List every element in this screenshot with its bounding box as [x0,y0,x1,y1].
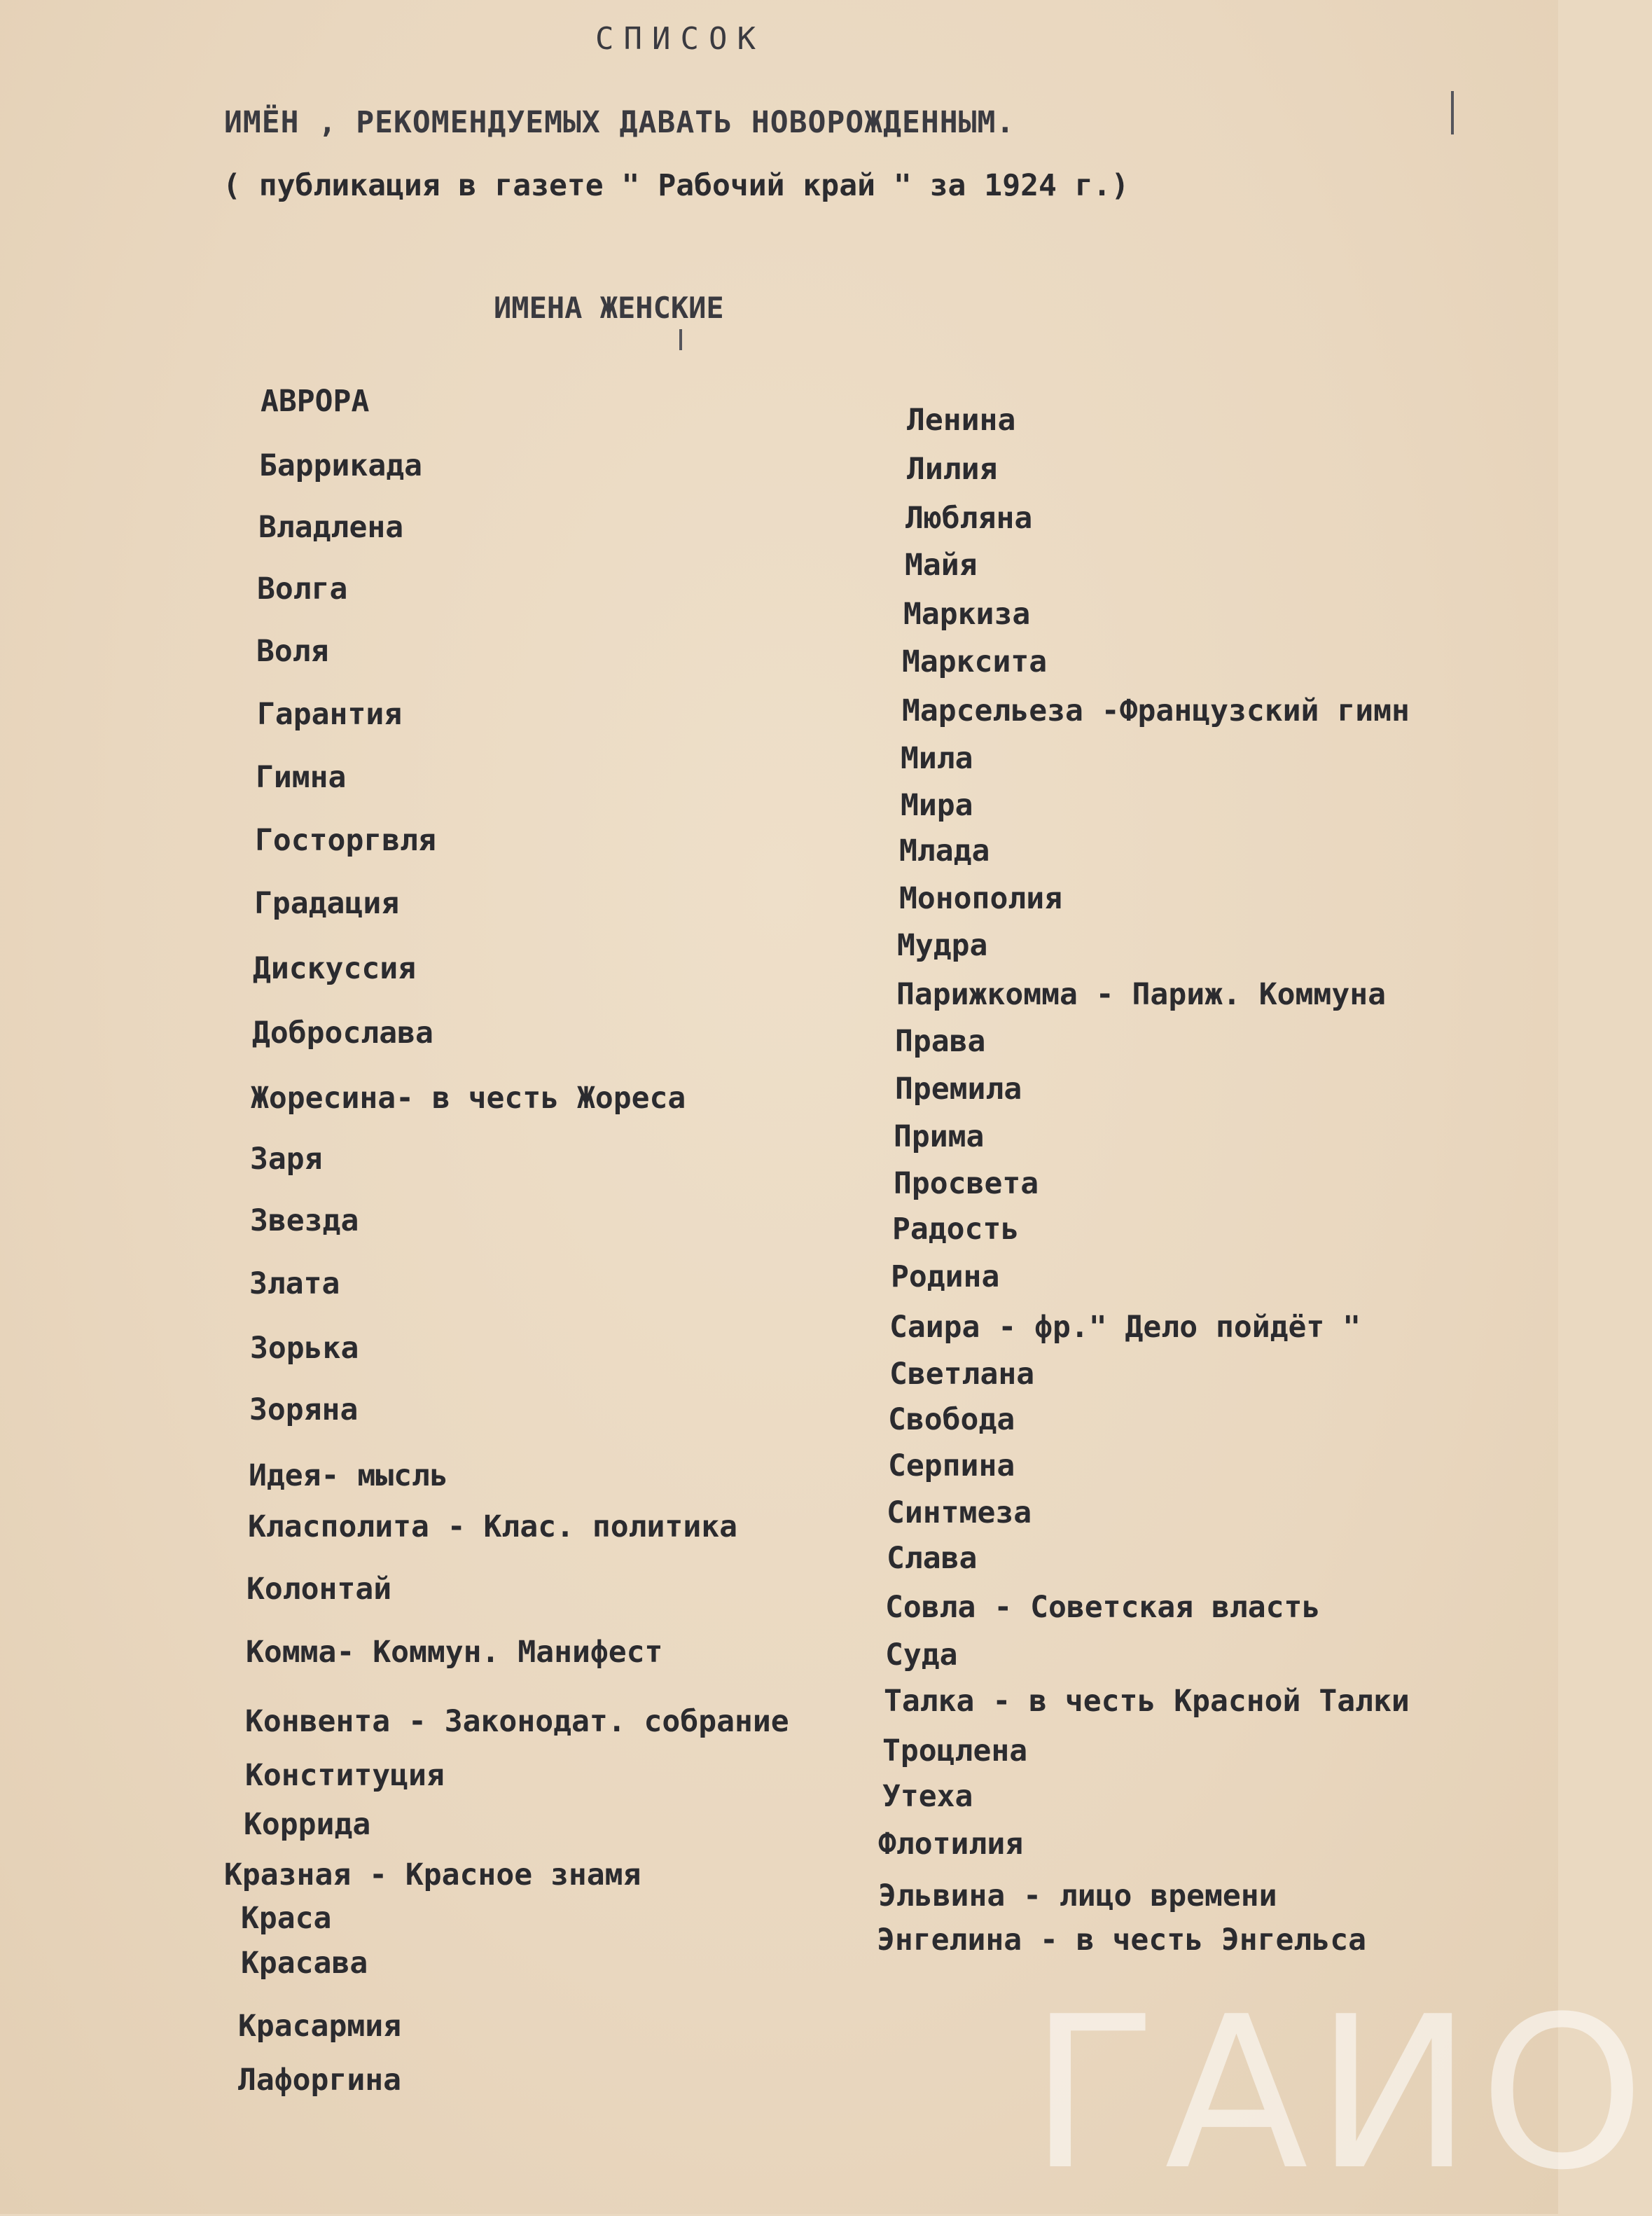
right-name-item: Ленина [907,403,1016,438]
right-name-item: Лилия [907,452,998,487]
right-name-item: Марксита [902,644,1048,679]
left-name-item: Баррикада [259,448,422,483]
left-name-item: Заря [250,1142,323,1177]
right-name-item: Родина [891,1259,1000,1294]
margin-mark [1451,91,1454,134]
left-name-item: Зорька [250,1331,359,1366]
left-name-item: Конвента - Законодат. собрание [245,1704,789,1739]
left-name-item: Красармия [238,2009,401,2044]
left-name-item: Доброслава [252,1016,433,1051]
document-title: СПИСОК [595,21,765,57]
left-name-item: АВРОРА [261,384,370,419]
right-name-item: Права [895,1024,986,1059]
left-name-item: Гарантия [257,697,403,732]
right-name-item: Серпина [888,1448,1015,1483]
left-name-item: Краса [241,1901,332,1936]
right-name-item: Просвета [894,1166,1039,1201]
right-name-item: Утеха [882,1779,973,1814]
right-name-item: Троцлена [882,1733,1028,1768]
left-name-item: Гимна [256,760,347,795]
left-name-item: Дискуссия [253,951,416,986]
right-name-item: Эльвина - лицо времени [878,1878,1277,1913]
left-name-item: Комма- Коммун. Манифест [246,1635,663,1670]
left-name-item: Красава [241,1946,368,1981]
left-name-item: Лафоргина [238,2063,401,2098]
left-name-item: Жоресина- в честь Жореса [251,1081,686,1116]
right-name-item: Премила [895,1072,1022,1107]
left-name-item: Кразная - Красное знамя [224,1857,641,1892]
right-name-item: Марсельеза -Французский гимн [902,693,1410,728]
right-name-item: Флотилия [878,1827,1024,1862]
left-name-item: Конституция [245,1758,445,1793]
right-name-item: Парижкомма - Париж. Коммуна [896,977,1386,1012]
right-name-item: Майя [905,548,978,583]
left-name-item: Волга [257,572,348,607]
right-name-item: Монополия [899,881,1062,916]
right-name-item: Свобода [888,1402,1015,1437]
right-name-item: Млада [899,833,990,868]
section-heading: ИМЕНА ЖЕНСКИЕ [494,291,724,325]
right-name-item: Мила [901,741,973,776]
right-name-item: Суда [885,1637,958,1673]
archive-watermark: ГАИО [1029,1972,1652,2216]
right-name-item: Радость [892,1212,1020,1247]
right-name-item: Мира [901,788,973,823]
typewriter-mark [679,329,682,350]
document-subtitle: ИМЁН , РЕКОМЕНДУЕМЫХ ДАВАТЬ НОВОРОЖДЕННЫМ. [224,105,1015,140]
left-name-item: Градация [254,886,400,921]
publication-note: ( публикация в газете " Рабочий край " за 1924 г.) [223,168,1130,203]
left-name-item: Злата [249,1266,340,1301]
right-name-item: Слава [887,1541,978,1576]
right-name-item: Мудра [897,928,988,963]
left-name-item: Зоряна [249,1392,359,1427]
left-name-item: Класполита - Клас. политика [248,1509,737,1544]
left-name-item: Звезда [250,1203,359,1238]
left-name-item: Идея- мысль [249,1458,448,1493]
right-name-item: Маркиза [903,597,1031,632]
left-name-item: Владлена [258,510,404,545]
right-name-item: Прима [894,1119,985,1154]
right-name-item: Совла - Советская власть [885,1590,1321,1625]
left-name-item: Колонтай [247,1572,392,1607]
right-name-item: Светлана [889,1357,1035,1392]
right-name-item: Саира - фр." Дело пойдёт " [889,1310,1361,1345]
left-name-item: Госторгвля [255,823,436,858]
right-name-item: Талка - в честь Красной Талки [884,1684,1410,1719]
left-name-item: Коррида [244,1807,371,1842]
right-name-item: Синтмеза [887,1495,1032,1530]
right-name-item: Энгелина - в честь Энгельса [877,1923,1366,1958]
right-name-item: Любляна [905,501,1033,536]
left-name-item: Воля [256,634,329,669]
